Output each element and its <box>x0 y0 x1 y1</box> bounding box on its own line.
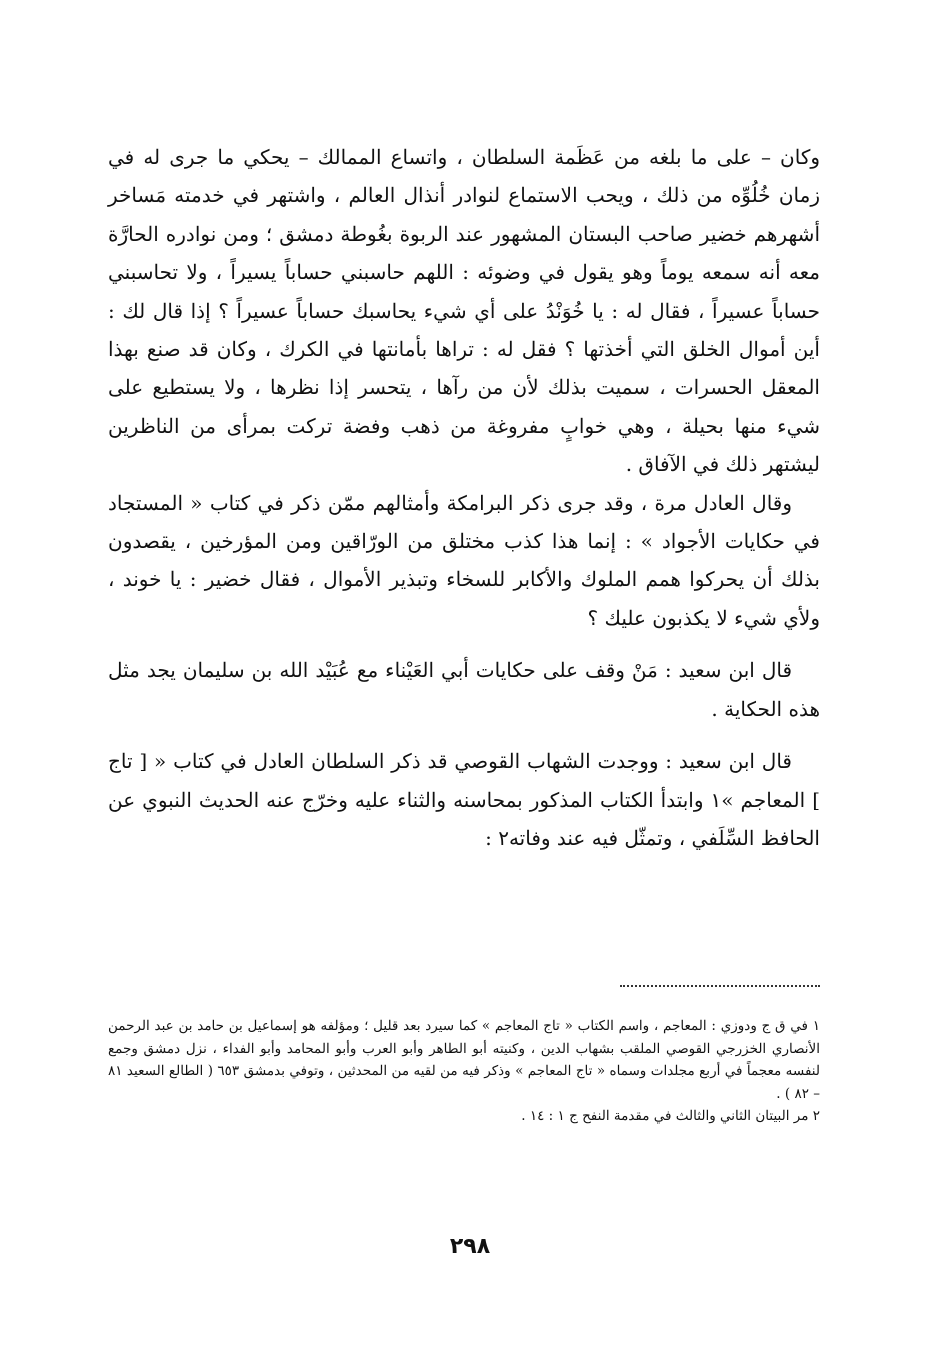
footnote-1: ١ في ق ج ودوزي : المعاجم ، واسم الكتاب « تاج المعاجم » كما سيرد بعد قليل ؛ ومؤلفه هو إسماعيل بن حامد بن عبد الرحمن الأنصاري الخزرجي القوصي الملقب بشهاب الدين ، وكنيته أبو الطاهر وأبو العرب وأبو المحامد وأبو الفداء ، نزل دمشق وجمع لنفسه معجماً في أربع مجلدات وسماه « تاج المعاجم » وذكر فيه من لقيه من المحدثين ، وتوفي بدمشق ٦٥٣ ( الطالع السعيد ٨١ – ٨٢ ) . <box>108 1018 820 1102</box>
footnote-2: ٢ مر البيتان الثاني والثالث في مقدمة النفح ج ١ : ١٤ . <box>521 1108 820 1124</box>
paragraph-1: وكان – على ما بلغه من عَظَمة السلطان ، واتساع الممالك – يحكي ما جرى له في زمان خُلُوِّه من ذلك ، ويحب الاستماع لنوادر أنذال العالم ، واشتهر في خدمته مَساخر أشهرهم خضير صاحب البستان المشهور عند الربوة بغُوطة دمشق ؛ ومن نوادره الحارَّة معه أنه سمعه يوماً وهو يقول في وضوئه : اللهم حاسبني حساباً يسيراً ، ولا تحاسبني حساباً عسيراً ، فقال له : يا خُوَنْدُ على أي شيء يحاسبك حساباً عسيراً ؟ إذا قال لك : أين أموال الخلق التي أخذتها ؟ فقل له : تراها بأمانتها في الكرك ، وكان قد صنع بهذا المعقل الحسرات ، سميت بذلك لأن من رآها ، يتحسر إذا نظرها ، ولا يستطيع على شيء منها بحيلة ، وهي خوابٍ مفروغة من ذهب وفضة تركت بمرأى من الناظرين ليشتهر ذلك في الآفاق . <box>108 145 820 477</box>
footnotes <box>108 1015 820 1128</box>
paragraph-3: قال ابن سعيد : مَنْ وقف على حكايات أبي العَيْناء مع عُبَيْد الله بن سليمان يجد مثل هذه الحكاية . <box>108 658 820 721</box>
main-text <box>108 138 820 857</box>
footnote-separator <box>620 985 820 987</box>
paragraph-2: وقال العادل مرة ، وقد جرى ذكر البرامكة وأمثالهم ممّن ذكر في كتاب « المستجاد في حكايات الأجواد » : إنما هذا كذب مختلق من الورّاقين ومن المؤرخين ، يقصدون بذلك أن يحركوا همم الملوك والأكابر للسخاء وتبذير الأموال ، فقال خضير : يا خوند ، ولأي شيء لا يكذبون عليك ؟ <box>108 490 820 630</box>
paragraph-4: قال ابن سعيد : ووجدت الشهاب القوصي قد ذكر السلطان العادل في كتاب « [ تاج ] المعاجم »١ وابتدأ الكتاب المذكور بمحاسنه والثناء عليه وخرّج عنه الحديث النبوي عن الحافظ السِّلَفي ، وتمثّل فيه عند وفاته٢ : <box>108 749 820 850</box>
page-number: ٢٩٨ <box>449 1234 491 1259</box>
